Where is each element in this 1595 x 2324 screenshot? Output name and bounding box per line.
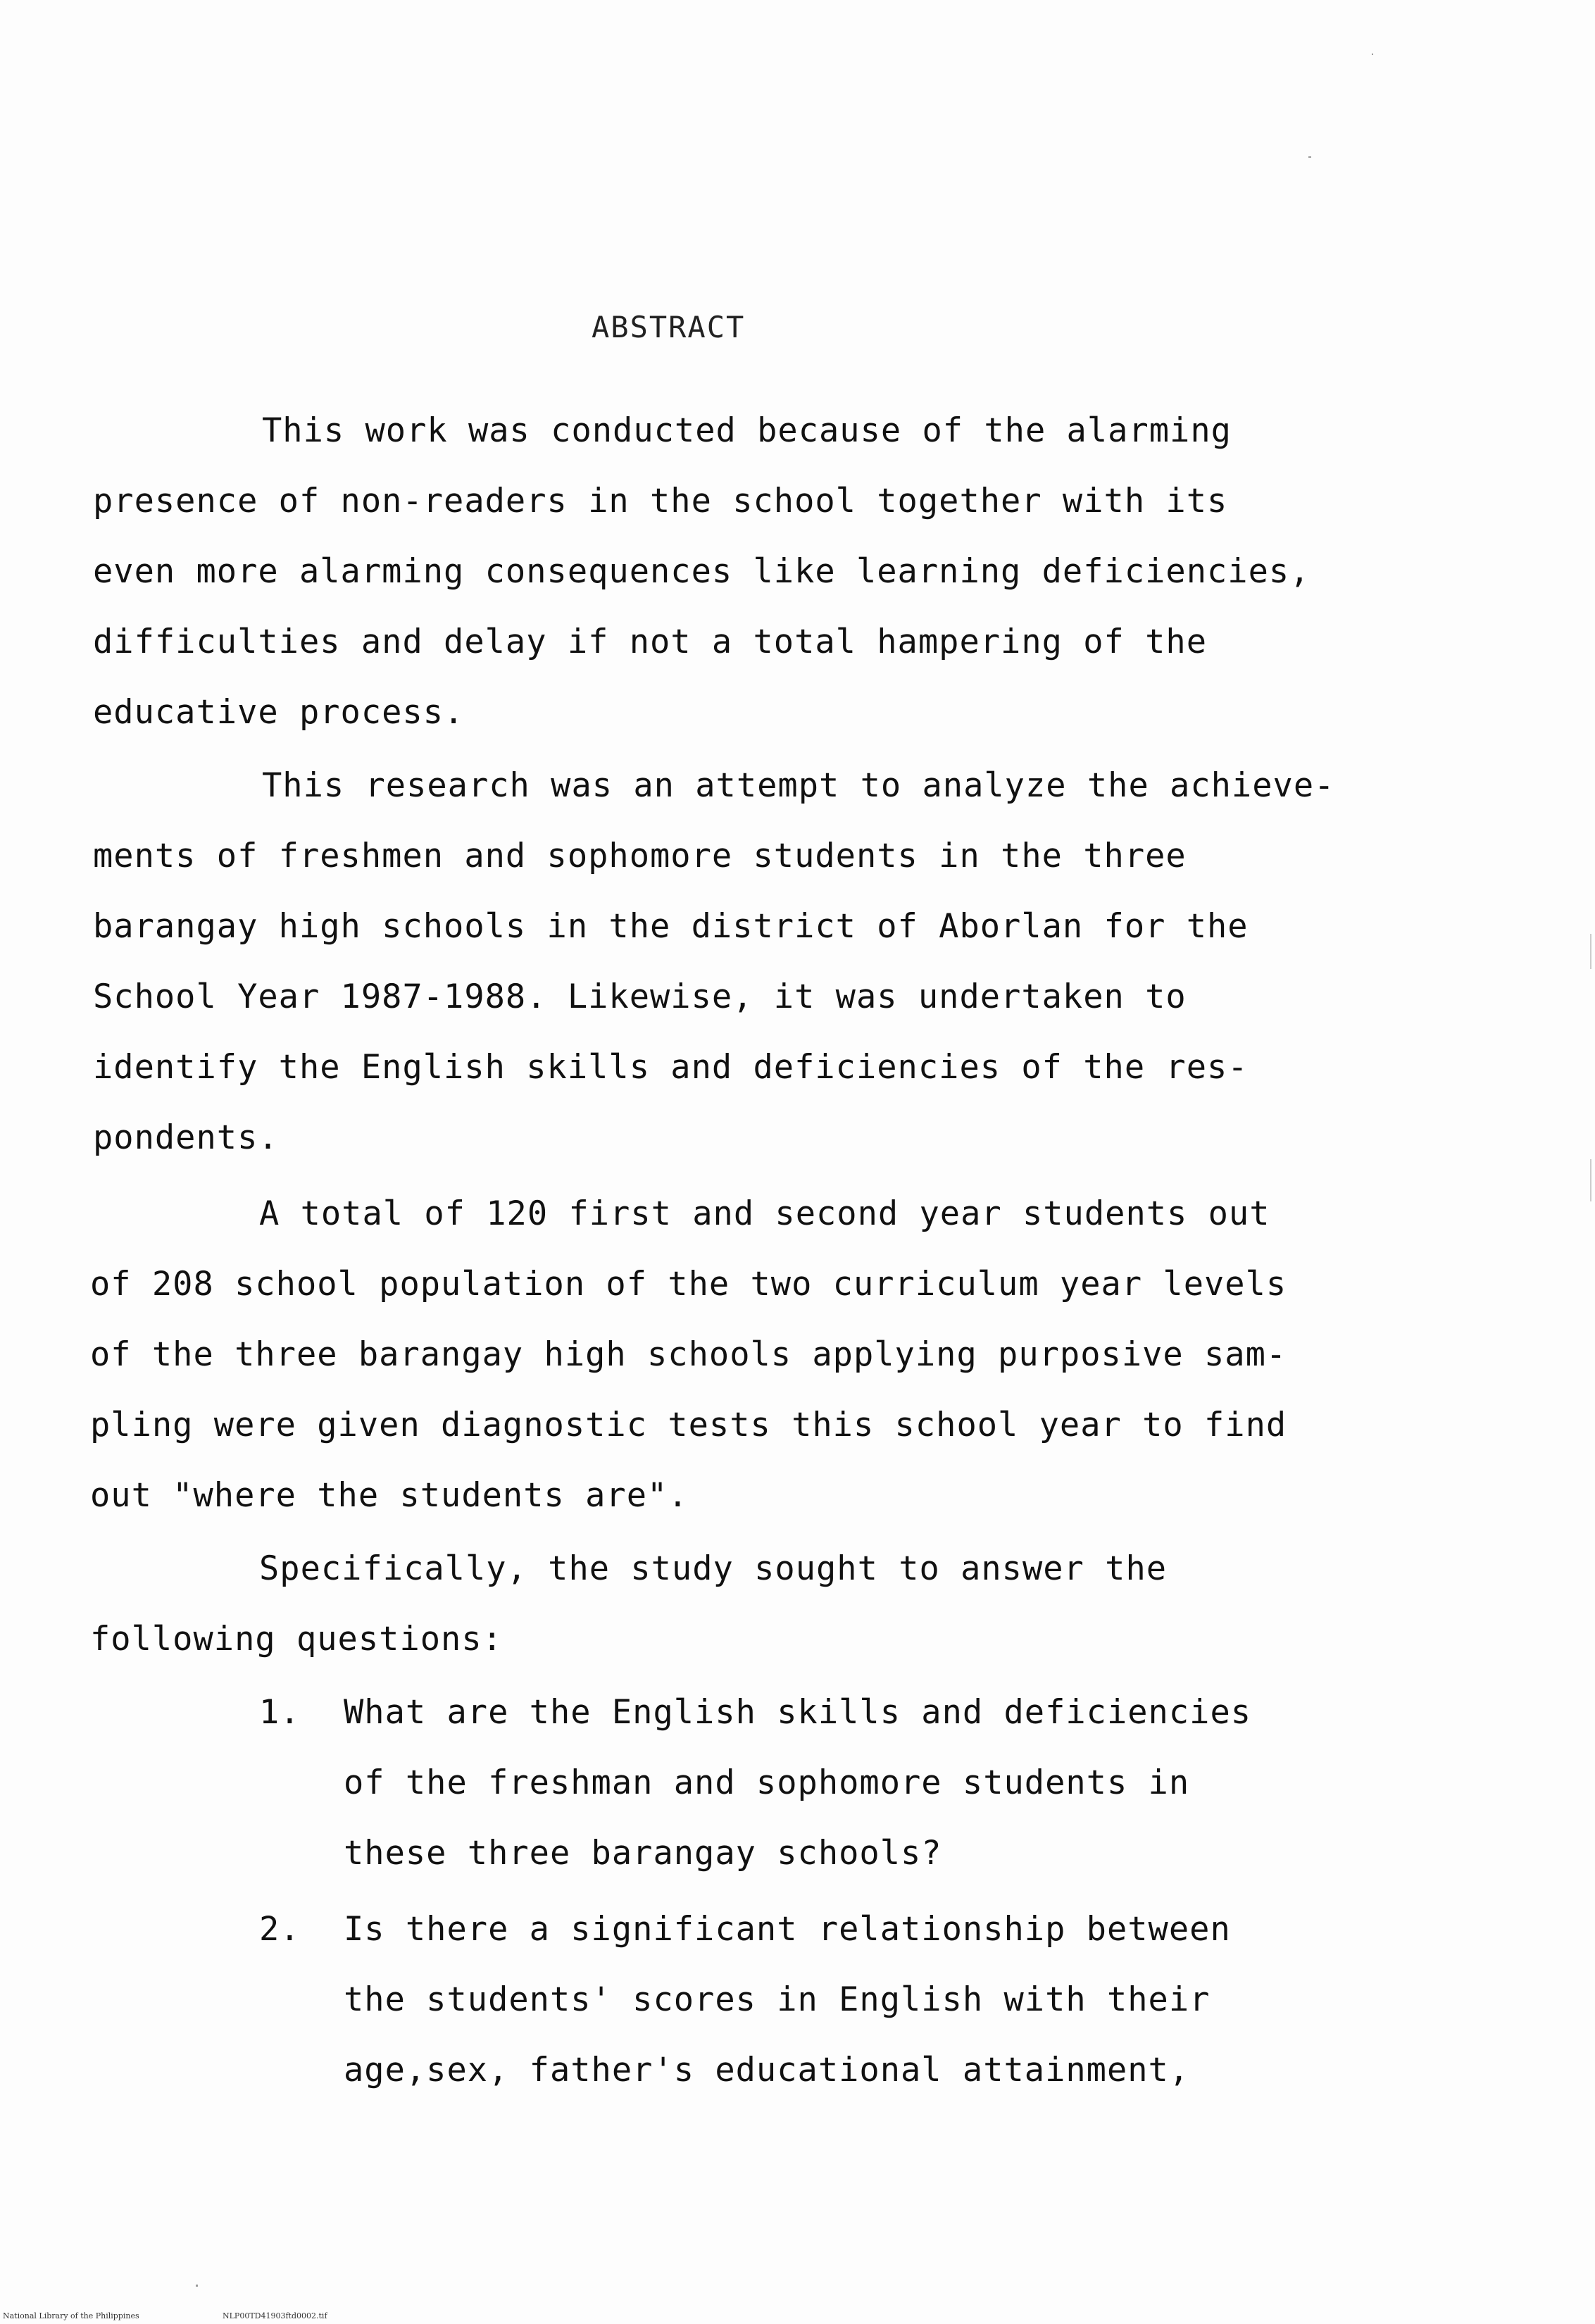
abstract-line: This research was an attempt to analyze the achieve- bbox=[262, 766, 1335, 805]
abstract-line: following questions: bbox=[90, 1620, 503, 1658]
scan-edge-mark bbox=[1590, 934, 1591, 969]
question-number: 2. bbox=[259, 1910, 301, 1949]
abstract-line: pondents. bbox=[93, 1118, 279, 1157]
abstract-line: pling were given diagnostic tests this school year to find bbox=[90, 1406, 1287, 1444]
abstract-line: difficulties and delay if not a total hampering of the bbox=[93, 623, 1208, 661]
abstract-line: out "where the students are". bbox=[90, 1476, 689, 1515]
scan-speck bbox=[196, 2285, 198, 2287]
question-line: of the freshman and sophomore students in bbox=[344, 1763, 1190, 1802]
abstract-line: This work was conducted because of the alarming bbox=[262, 411, 1232, 450]
footer-filename: NLP00TD41903ftd0002.tif bbox=[223, 2311, 327, 2320]
abstract-line: even more alarming consequences like learning deficiencies, bbox=[93, 552, 1311, 591]
abstract-line: of 208 school population of the two curriculum year levels bbox=[90, 1265, 1287, 1304]
abstract-line: identify the English skills and deficiencies of the res- bbox=[93, 1048, 1249, 1087]
scan-speck bbox=[1372, 54, 1373, 55]
question-line: the students' scores in English with their bbox=[344, 1980, 1211, 2019]
question-number: 1. bbox=[259, 1693, 301, 1732]
abstract-line: presence of non-readers in the school together with its bbox=[93, 482, 1228, 520]
abstract-line: ments of freshmen and sophomore students in the three bbox=[93, 837, 1187, 875]
abstract-line: barangay high schools in the district of Aborlan for the bbox=[93, 907, 1249, 946]
scan-edge-mark bbox=[1590, 1159, 1591, 1201]
abstract-line: School Year 1987-1988. Likewise, it was undertaken to bbox=[93, 977, 1187, 1016]
scan-speck bbox=[1308, 156, 1311, 158]
question-line: Is there a significant relationship between bbox=[344, 1910, 1231, 1949]
question-line: What are the English skills and deficiencies bbox=[344, 1693, 1252, 1732]
footer-library: National Library of the Philippines bbox=[3, 2311, 139, 2320]
abstract-line: of the three barangay high schools applying purposive sam- bbox=[90, 1335, 1287, 1374]
abstract-title: ABSTRACT bbox=[592, 310, 746, 344]
question-line: these three barangay schools? bbox=[344, 1834, 942, 1873]
abstract-line: A total of 120 first and second year students out bbox=[259, 1194, 1270, 1233]
question-line: age,sex, father's educational attainment, bbox=[344, 2051, 1190, 2089]
abstract-line: Specifically, the study sought to answer the bbox=[259, 1549, 1168, 1588]
abstract-line: educative process. bbox=[93, 693, 465, 732]
